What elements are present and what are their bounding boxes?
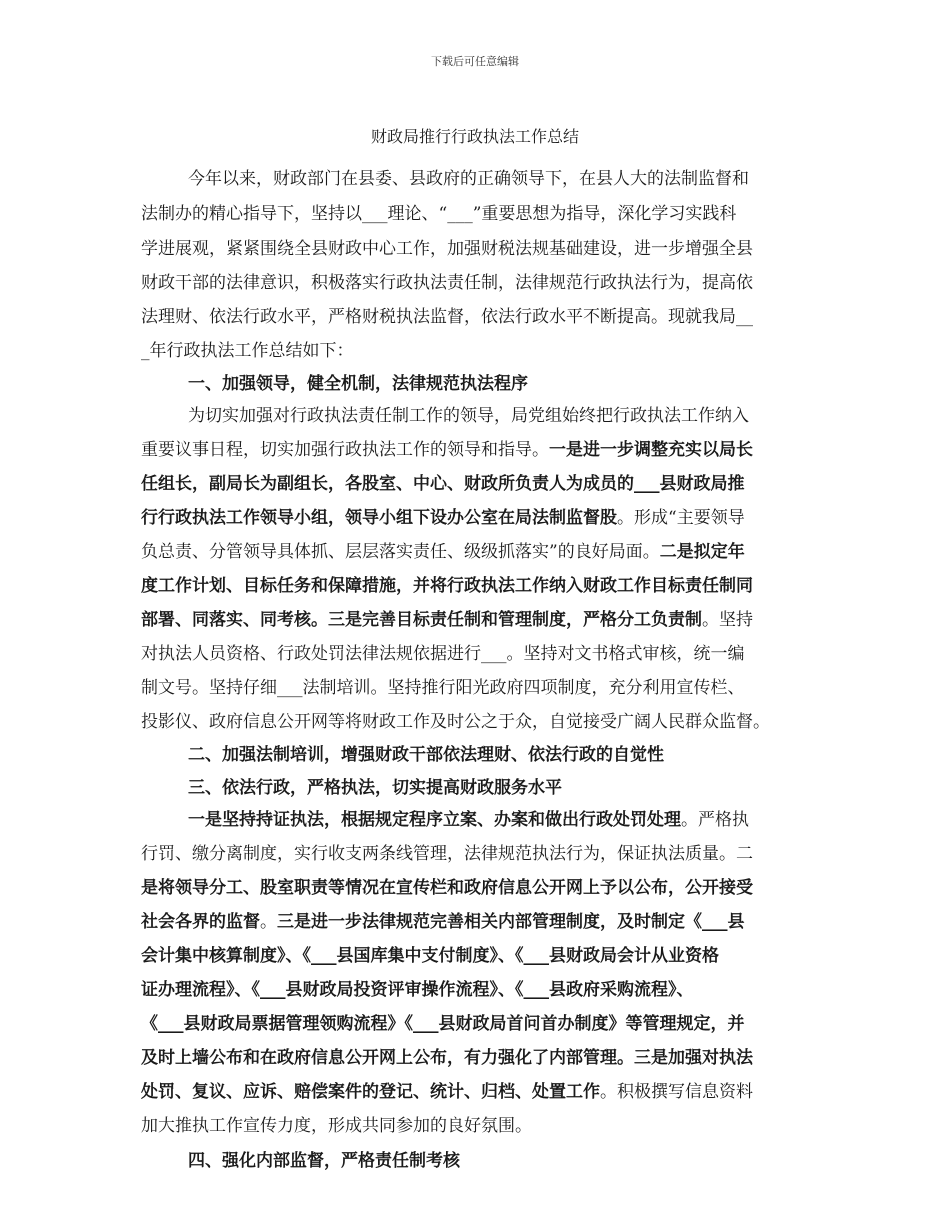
bold-text-segment: 一、加强领导，健全机制，法律规范执法程序 [188,374,528,394]
text-segment: 法理财、依法行政水平，严格财税执法监督，依法行政水平不断提高。现就我局__ [141,307,753,327]
text-segment: 行罚、缴分离制度，实行收支两条线管理，法律规范执法行为，保证执法质量。二 [141,844,753,864]
text-segment: 。严格执 [681,810,749,830]
text-line [141,473,821,495]
section-heading [188,373,821,395]
text-segment: 负总责、分管领导具体抓、层层落实责任、级级抓落实”的良好局面。 [141,542,660,562]
text-line [141,340,821,362]
text-line [141,1047,821,1069]
text-line [141,911,821,933]
text-line [141,238,821,260]
bold-text-segment: 一是进一步调整充实以局长 [549,440,753,460]
text-segment: 。 [260,912,277,932]
section-heading [188,1150,821,1172]
bold-text-segment: 一是坚持持证执法，根据规定程序立案、办案和做出行政处罚处理 [188,810,681,830]
bold-text-segment: 二、加强法制培训，增强财政干部依法理财、依法行政的自觉性 [188,745,664,765]
text-segment: 制文号。坚持仔细___法制培训。坚持推行阳光政府四项制度，充分利用宣传栏、 [141,678,745,698]
bold-text-segment: 四、强化内部监督，严格责任制考核 [188,1151,460,1171]
text-segment: 。坚持 [702,610,753,630]
text-segment: 今年以来，财政部门在县委、县政府的正确领导下，在县人大的法制监督和 [188,169,749,189]
text-segment: 。形成“主要领导 [617,508,745,528]
text-line [141,203,821,225]
text-segment: 加大推执工作宣传力度，形成共同参加的良好氛围。 [141,1116,532,1136]
bold-text-segment: 度工作计划、目标任务和保障措施，并将行政执法工作纳入财政工作目标责任制同 [141,576,753,596]
text-segment: 投影仪、政府信息公开网等将财政工作及时公之于众，自觉接受广阔人民群众监督。 [141,712,770,732]
header-note: 下载后可任意编辑 [431,55,519,68]
text-line [141,609,821,631]
section-heading [188,777,821,799]
text-segment: 为切实加强对行政执法责任制工作的领导，局党组始终把行政执法工作纳入 [188,406,749,426]
text-line [141,1115,821,1137]
text-segment: 学进展观，紧紧围绕全县财政中心工作，加强财税法规基础建设，进一步增强全县 [141,239,753,259]
text-segment: _年行政执法工作总结如下： [141,341,354,361]
bold-text-segment: 三是进一步法律规范完善相关内部管理制度，及时制定《___县 [277,912,745,932]
bold-text-segment: 三、依法行政，严格执法，切实提高财政服务水平 [188,778,562,798]
text-line [188,405,821,427]
text-segment: 重要议事日程，切实加强行政执法工作的领导和指导。 [141,440,549,460]
text-line [141,439,821,461]
bold-text-segment: 任组长，副局长为副组长，各股室、中心、财政所负责人为成员的___县财政局推 [141,474,745,494]
text-line [141,979,821,1001]
bold-text-segment: 部署、同落实、同考核。三是完善目标责任制和管理制度，严格分工负责制 [141,610,702,630]
bold-text-segment: 社会各界的监督 [141,912,260,932]
text-line [141,306,821,328]
bold-text-segment: 行行政执法工作领导小组，领导小组下设办公室在局法制监督股 [141,508,617,528]
bold-text-segment: 证办理流程》、《___县财政局投资评审操作流程》、《___县政府采购流程》、 [141,980,694,1000]
bold-text-segment: 二是拟定年 [659,542,745,562]
bold-text-segment: 会计集中核算制度》、《___县国库集中支付制度》、《___县财政局会计从业资格 [141,946,719,966]
text-line [141,643,821,665]
text-line [141,677,821,699]
text-segment: 对执法人员资格、行政处罚法律法规依据进行___。坚持对文书格式审核，统一编 [141,644,745,664]
bold-text-segment: 及时上墙公布和在政府信息公开网上公布，有力强化了内部管理。三是加强对执法 [141,1048,753,1068]
bold-text-segment: 《___县财政局票据管理领购流程》《___县财政局首问首办制度》等管理规定，并 [141,1014,745,1034]
text-line [141,575,821,597]
text-line [141,541,821,563]
document-title: 财政局推行行政执法工作总结 [370,127,579,146]
text-line [141,1013,821,1035]
text-line [141,272,821,294]
bold-text-segment: 处罚、复议、应诉、赔偿案件的登记、统计、归档、处置工作 [141,1082,600,1102]
text-segment: 法制办的精心指导下，坚持以___理论、“___”重要思想为指导，深化学习实践科 [141,204,737,224]
text-line [188,168,821,190]
text-line [141,1081,821,1103]
text-line [141,945,821,967]
text-line [141,843,821,865]
section-heading [188,744,821,766]
text-line [141,877,821,899]
text-line [141,507,821,529]
text-segment: 。积极撰写信息资料 [600,1082,753,1102]
text-segment: 财政干部的法律意识，积极落实行政执法责任制，法律规范行政执法行为，提高依 [141,273,753,293]
bold-text-segment: 是将领导分工、股室职责等情况在宣传栏和政府信息公开网上予以公布，公开接受 [141,878,753,898]
text-line [188,809,821,831]
text-line [141,711,821,733]
